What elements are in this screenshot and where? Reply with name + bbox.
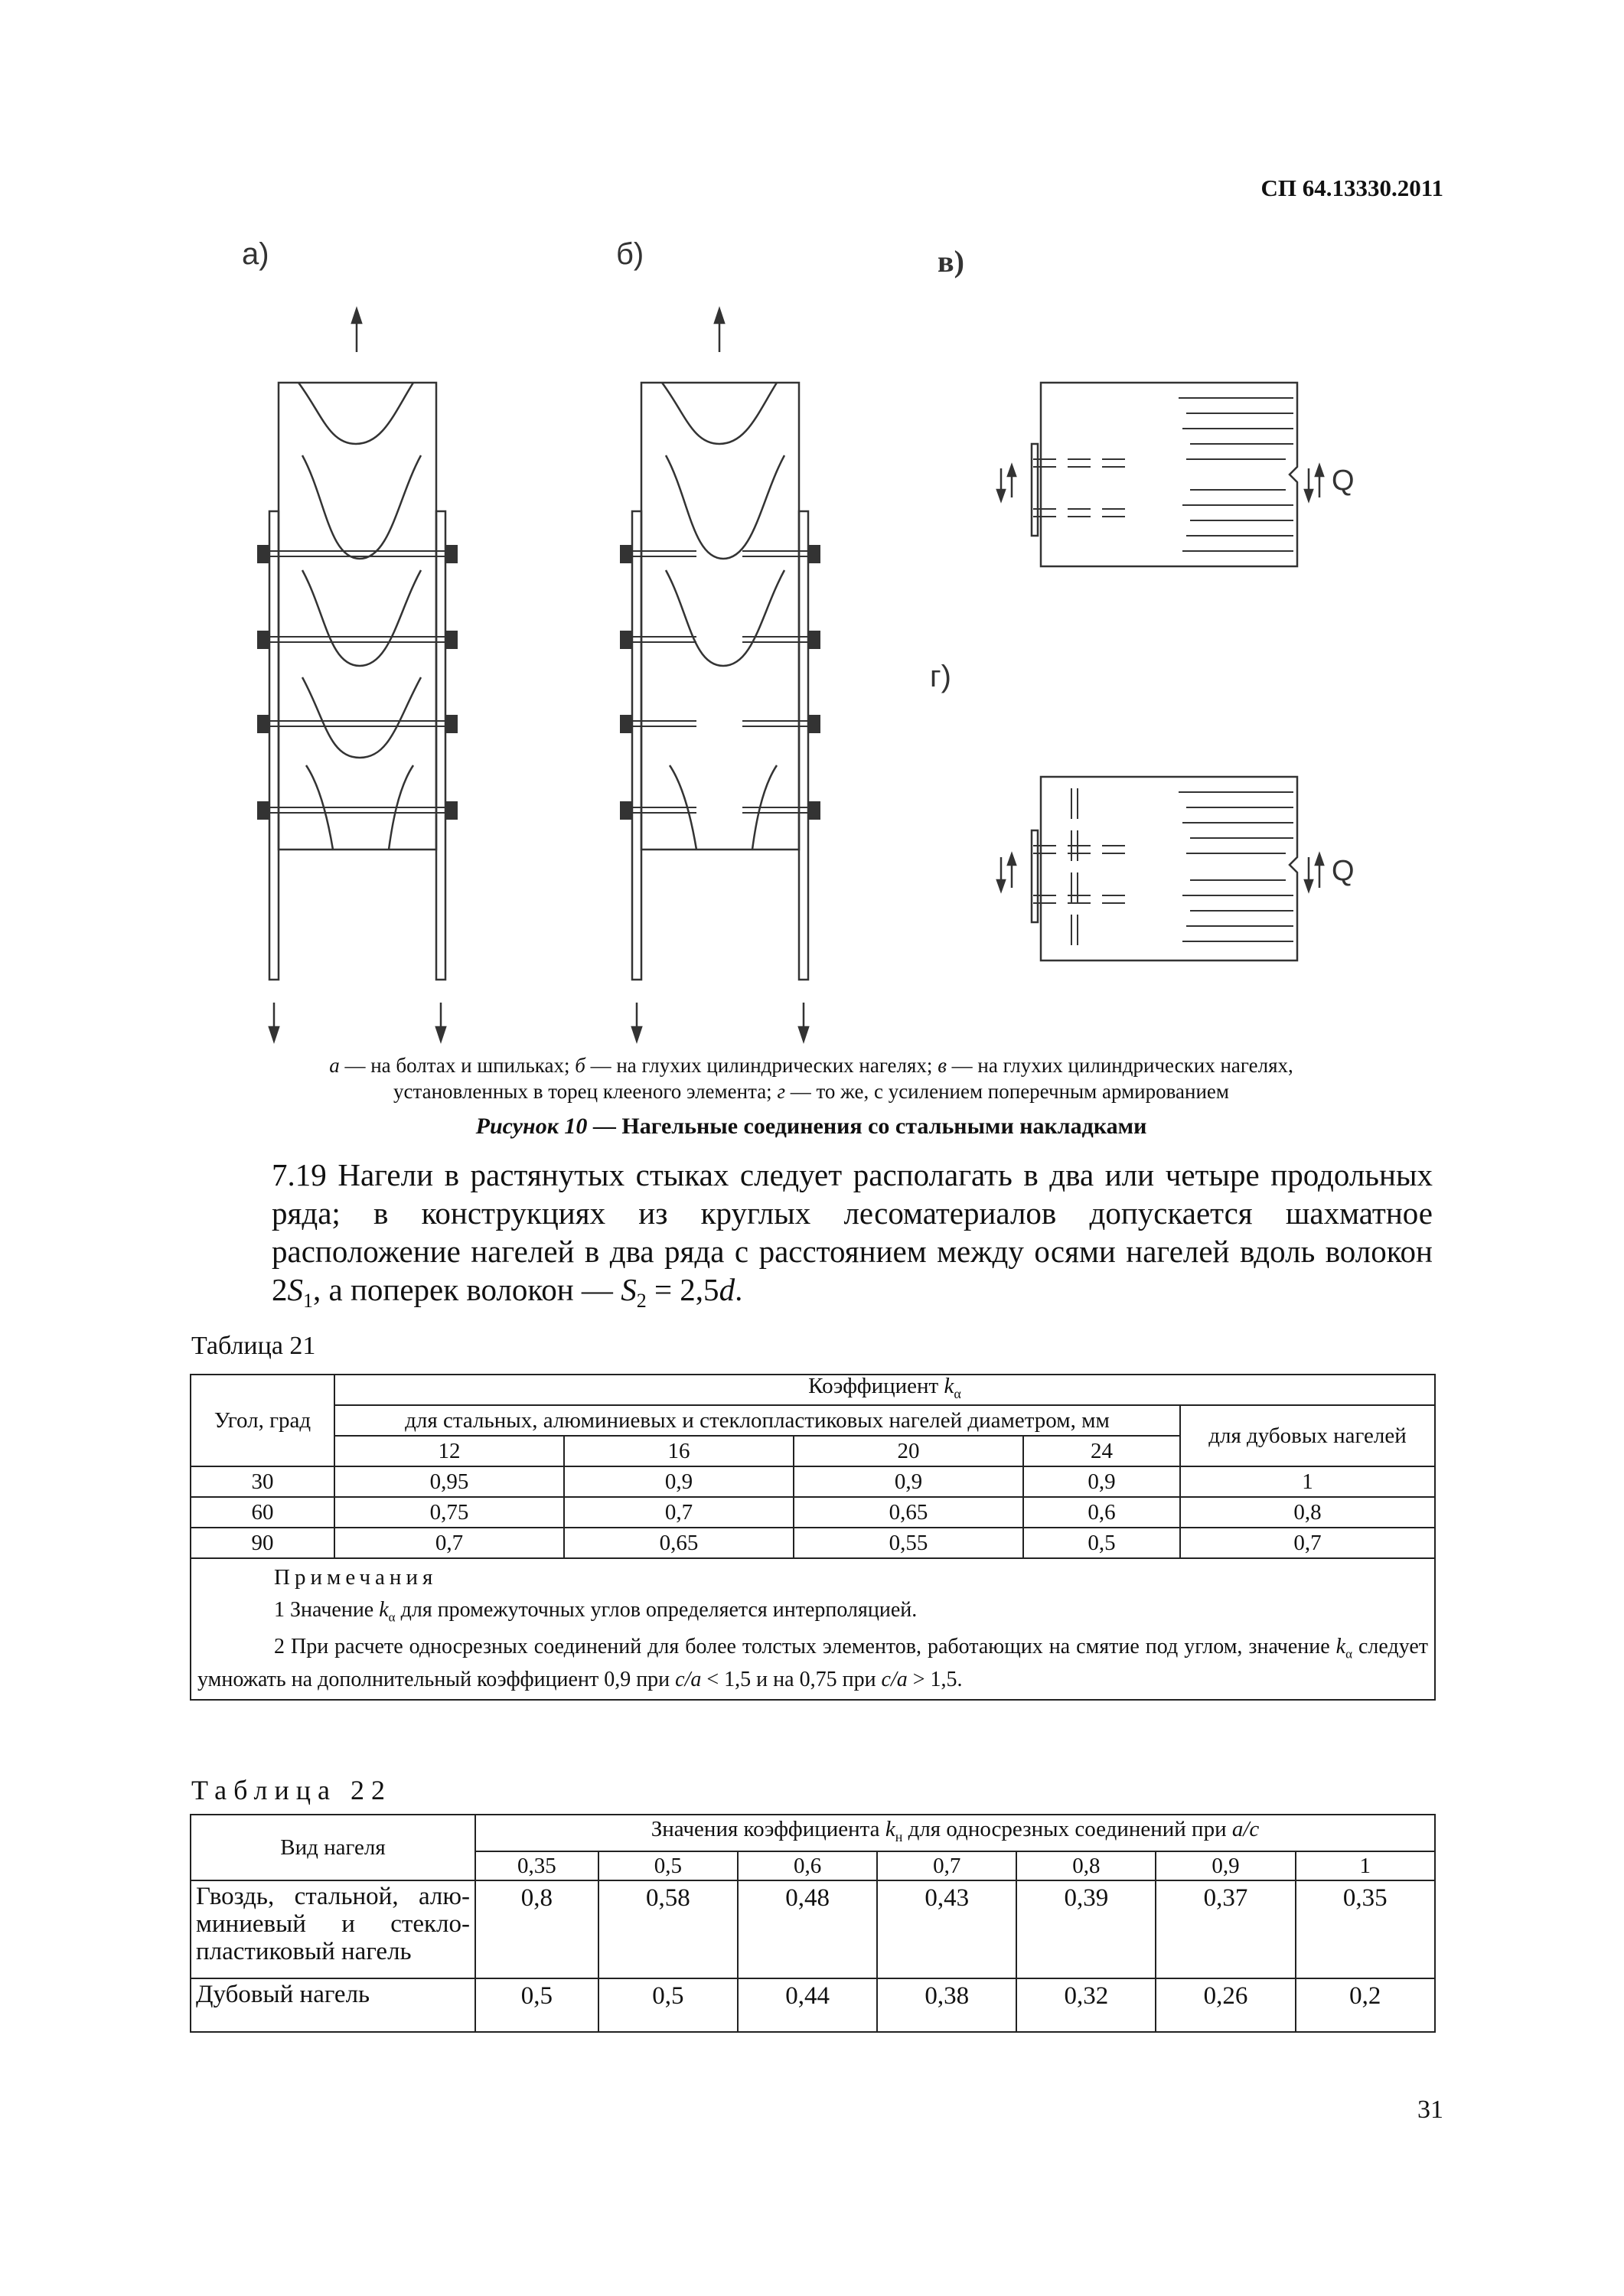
table-row: Дубовый нагель 0,5 0,5 0,44 0,38 0,32 0,26 0,2 <box>191 1978 1435 2032</box>
label-v: в) <box>938 244 964 279</box>
t22-coef-header: Значения коэффициента $k_н$ для односрезных соединений при a/c <box>475 1815 1435 1851</box>
t22-ratio: 0,5 <box>598 1851 738 1880</box>
t21-oak-group-header: для дубовых нагелей <box>1180 1405 1435 1466</box>
t21-coef-header: Коэффициент $k_\alpha$ <box>334 1375 1435 1405</box>
figure-caption: а — на болтах и шпильках; б — на глухих цилиндрических нагелях; в — на глухих цилиндрических нагелях, установленных в торец клееного элемента; г — то же, с усилением поперечным армированием <box>329 1054 1293 1103</box>
section-7-19-paragraph: 7.19 Нагели в растянутых стыках следует располагать в два или четыре продольных ряда; в конструкциях из круглых лесоматериалов допускается шахматное расположение нагелей в два ряда с расстоянием между осями нагелей вдоль волокон $2S_1$, а поперек волокон — $S_2 = 2,5d$. <box>272 1157 1433 1313</box>
page-number: 31 <box>1417 2095 1443 2124</box>
t21-diameter: 24 <box>1023 1436 1180 1466</box>
document-code-header: СП 64.13330.2011 <box>1260 174 1443 201</box>
panel-b-drawing <box>620 309 820 1041</box>
t22-ratio: 0,9 <box>1156 1851 1295 1880</box>
t22-type-header: Вид нагеля <box>191 1815 475 1880</box>
t21-notes <box>191 1558 1435 1700</box>
t22-ratio: 0,7 <box>877 1851 1016 1880</box>
table-row: 90 0,7 0,65 0,55 0,5 0,7 <box>191 1528 1435 1558</box>
panel-v-drawing <box>997 383 1355 566</box>
label-b: б) <box>616 237 644 271</box>
figure-10 <box>191 230 1431 1049</box>
table-21 <box>190 1374 1436 1701</box>
t22-ratio: 0,8 <box>1016 1851 1156 1880</box>
t22-ratio: 1 <box>1296 1851 1435 1880</box>
t22-ratio: 0,6 <box>738 1851 877 1880</box>
t21-angle-header: Угол, град <box>191 1375 334 1466</box>
table-row: Гвоздь, стальной, алю-миниевый и стекло-пластиковый нагель 0,8 0,58 0,48 0,43 0,39 0,37 0,35 <box>191 1880 1435 1978</box>
label-a: а) <box>242 237 269 271</box>
table-row: 60 0,75 0,7 0,65 0,6 0,8 <box>191 1497 1435 1528</box>
panel-g-drawing <box>997 777 1355 960</box>
notes-title: Примечания <box>274 1565 438 1590</box>
figure-title: Рисунок 10 — Нагельные соединения со стальными накладками <box>475 1114 1147 1139</box>
t22-ratio: 0,35 <box>475 1851 598 1880</box>
panel-a-drawing <box>257 309 458 1041</box>
note-1: 1 Значение $k_\alpha$ для промежуточных углов определяется интерполяцией. <box>274 1598 918 1625</box>
t21-steel-group-header: для стальных, алюминиевых и стеклопластиковых нагелей диаметром, мм <box>334 1405 1180 1436</box>
force-q-label-g: Q <box>1332 855 1355 887</box>
force-q-label-v: Q <box>1332 465 1355 497</box>
label-g: г) <box>930 660 951 693</box>
t21-diameter: 16 <box>564 1436 794 1466</box>
t21-diameter: 20 <box>794 1436 1023 1466</box>
t21-diameter: 12 <box>334 1436 564 1466</box>
table-row: 30 0,95 0,9 0,9 0,9 1 <box>191 1466 1435 1497</box>
note-2: 2 При расчете односрезных соединений для более толстых элементов, работающих на смятие под углом, значение $k_\alpha$ следует умножать на дополнительный коэффициент 0,9 при c/a < 1,5 и на 0,75 при c/a > 1,5. <box>197 1634 1428 1692</box>
table-22-label: Таблица 22 <box>191 1775 392 1805</box>
table-21-label: Таблица 21 <box>191 1332 316 1360</box>
table-22 <box>190 1814 1436 2033</box>
